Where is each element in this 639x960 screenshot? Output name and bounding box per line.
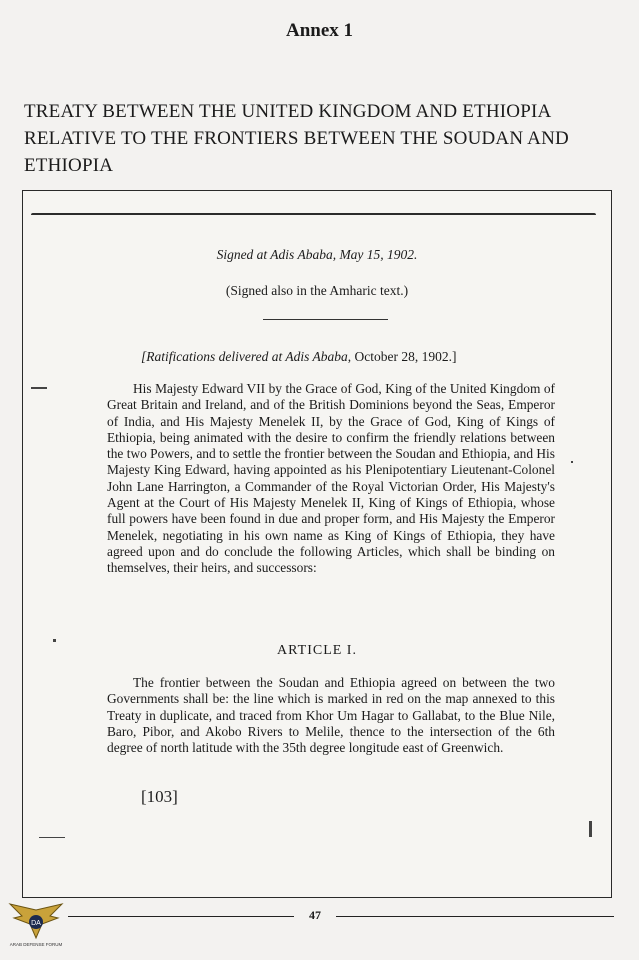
footer-rule-left (68, 916, 294, 917)
annex-heading: Annex 1 (285, 20, 354, 41)
scanned-document (22, 190, 612, 898)
article-paragraph: The frontier between the Soudan and Ethiopia agreed on between the two Governments shall be: the line which is marked in red on the map annexed to this Treaty in duplicate, and traced from Khor Um Hagar to Gallabat, to the Blue Nile, Baro, Pibor, and Akobo Rivers to Melile, thence to the intersection of the 6th degree of north latitude with the 35th degree longitude east of Greenwich. (107, 675, 555, 756)
forum-logo (4, 900, 68, 958)
ratifications-prefix: [Ratifications delivered at (141, 349, 286, 364)
article-heading: ARTICLE I. (277, 643, 357, 658)
scan-mark (39, 837, 65, 838)
torn-edge (31, 213, 596, 218)
signed-line: Signed at Adis Ababa, May 15, 1902. (216, 247, 418, 262)
signed-also-line: (Signed also in the Amharic text.) (225, 283, 409, 298)
scan-mark (53, 639, 56, 642)
ratifications-line (141, 349, 541, 365)
ratifications-place: Adis Ababa (285, 349, 348, 364)
eagle-icon (4, 900, 68, 942)
scan-mark (31, 387, 47, 389)
scan-mark (571, 461, 573, 463)
logo-text: ARAB DEFENSE FORUM (9, 942, 63, 947)
svg-text:DA: DA (31, 920, 41, 927)
preamble-paragraph: His Majesty Edward VII by the Grace of God, King of the United Kingdom of Great Britain and Ireland, and of the British Dominions beyond the Seas, Emperor of India, and His Majesty Menelek II, by the Grace of God, King of Kings of Ethiopia, being animated with the desire to confirm the friendly relations between the two Powers, and to settle the frontier between the Soudan and Ethiopia, and His Majesty King Edward, having appointed as his Plenipotentiary Lieutenant-Colonel John Lane Harrington, a Commander of the Royal Victorian Order, His Majesty's Agent at the Court of His Majesty Menelek II, King of Kings of Ethiopia, whose full powers have been found in due and proper form, and His Majesty the Emperor Menelek, negotiating in his own name as King of Kings of Ethiopia, they have agreed upon and do conclude the following Articles, which shall be binding on themselves, their heirs, and successors: (107, 381, 555, 576)
page-number: 47 (309, 908, 321, 922)
divider (263, 319, 388, 320)
footer-rule-right (336, 916, 614, 917)
ratifications-date: , October 28, 1902.] (347, 349, 457, 364)
page-reference: [103] (141, 787, 178, 806)
treaty-title: TREATY BETWEEN THE UNITED KINGDOM AND ETHIOPIA RELATIVE TO THE FRONTIERS BETWEEN THE SOUDAN AND ETHIOPIA (24, 101, 569, 176)
scan-mark (589, 821, 592, 837)
